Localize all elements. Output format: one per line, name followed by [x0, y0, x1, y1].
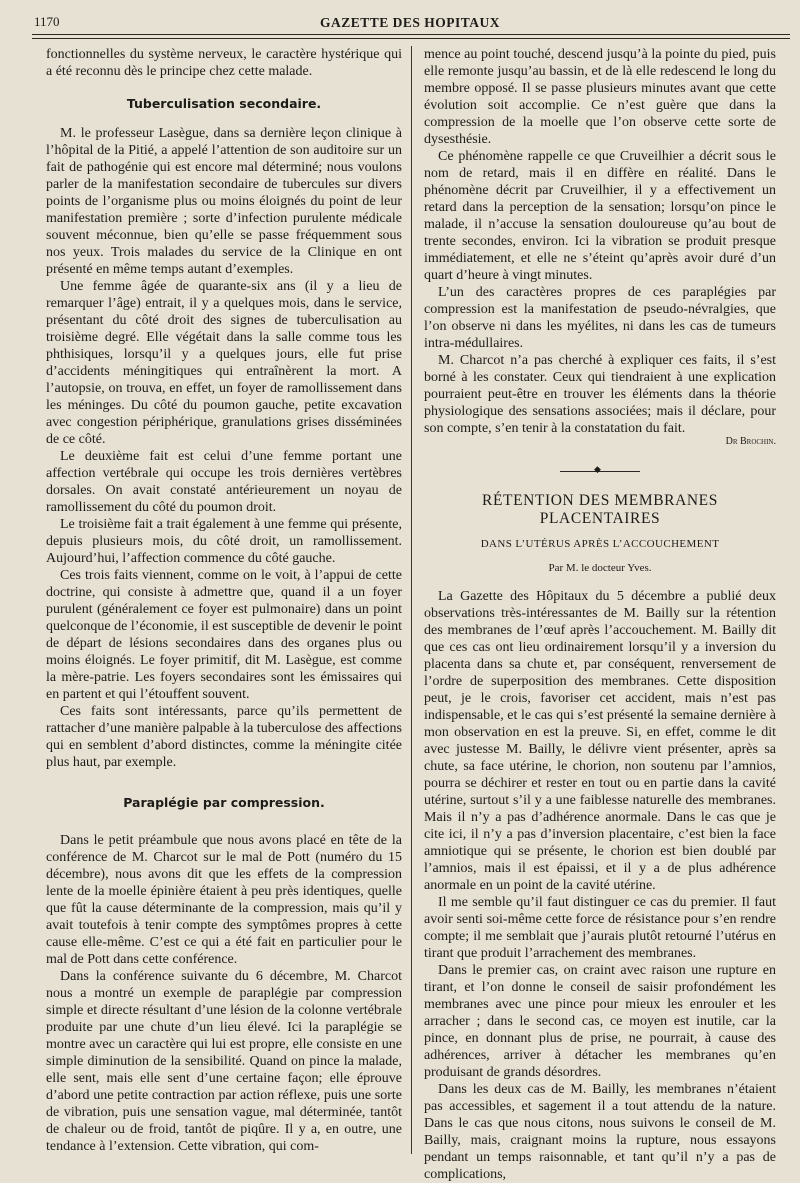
article-byline: Par M. le docteur Yves.	[548, 562, 652, 574]
article-subtitle: DANS L’UTÉRUS APRÈS L’ACCOUCHEMENT	[480, 538, 720, 550]
section-title-tuberculisation: Tuberculisation secondaire.	[126, 96, 322, 111]
paragraph: M. Charcot n’a pas cherché à expliquer ces faits, il s’est borné à les constater. Ceux qui tiendraient à une explication pourraient peut-être en trouver les éléments dans la théorie physiologique des sensations associées; mais il déclare, pour son compte, s’en tenir à la constatation du fait.	[424, 353, 776, 436]
column-divider	[411, 46, 412, 1154]
paragraph: fonctionnelles du système nerveux, le caractère hystérique qui a été reconnu dès le principe chez cette malade.	[46, 47, 402, 79]
paragraph: Ces faits sont intéressants, parce qu’ils permettent de rattacher d’une manière palpable à la tuberculose des affections qui en semblent d’abord distinctes, comme la méningite citée plus haut, par exemple.	[46, 704, 402, 770]
left-column	[46, 46, 402, 1155]
header-rule-top	[32, 34, 790, 35]
paragraph: Ce phénomène rappelle ce que Cruveilhier a décrit sous le nom de retard, mais il en diffère en réalité. Dans le phénomène décrit par Cruveilhier, il y a effectivement un retard dans la perception de la sensation; lorsqu’on pince le malade, il n’accuse la sensation douloureuse qu’au bout de trente secondes, environ. Ici la vibration se produit presque immédiatement, et elle ne s’éteint qu’après avoir duré d’un quart d’heure à vingt minutes.	[424, 149, 776, 283]
paragraph: Le troisième fait a trait également à une femme qui présente, depuis plusieurs mois, du côté droit, un ramollissement. Aujourd’hui, l’affection commence du côté gauche.	[46, 517, 402, 566]
page-header	[30, 8, 790, 32]
paragraph: Dans le petit préambule que nous avons placé en tête de la conférence de M. Charcot sur le mal de Pott (numéro du 15 décembre), nous avons dit que les effets de la compression lente de la moelle épinière étaient à peu près identiques, quelle que fût la cause déterminante de la compression, mais qu’il y avait toutefois à tenir compte des symptômes propres à cette cause elle-même. C’est ce qui a été fait en particulier pour le mal de Pott dans cette conférence.	[46, 833, 402, 967]
section-title-paraplegie: Paraplégie par compression.	[123, 795, 325, 810]
running-head: GAZETTE DES HOPITAUX	[319, 15, 501, 30]
paragraph: Dans le premier cas, on craint avec raison une rupture en tirant, et l’on donne le conseil de saisir profondément les membranes avec une pince pour mieux les enrouler et les arracher ; dans le second cas, ce moyen est inutile, car la pince, en donnant plus de prise, ne pourrait, à cause des adhérences, arriver à détacher les membranes qu’en produisant de grands désordres.	[424, 963, 776, 1080]
paragraph: mence au point touché, descend jusqu’à la pointe du pied, puis elle remonte jusqu’au bassin, et de là elle redescend le long du membre opposé. Il se passe plusieurs minutes avant que cette évolution soit accomplie. Ce n’est guère que dans la compression de la moelle que l’on observe cette sorte de dysesthésie.	[424, 47, 776, 147]
page-number: 1170	[34, 14, 60, 29]
paragraph: La Gazette des Hôpitaux du 5 décembre a publié deux observations très-intéressantes de M. Bailly sur la rétention des membranes de l’œuf après l’accouchement. M. Bailly dit que ces cas ont lieu ordinairement lorsqu’il y a inversion du placenta dans sa chute et, par conséquent, renversement de l’ordre de superposition des membranes. Cette disposition peut, je le crois, favoriser cet accident, mais n’est pas indispensable, et le cas qui s’est présenté la semaine dernière à mon observation en est la preuve. Si, en effet, comme le dit avec justesse M. Bailly, le délivre vient présenter, après sa chute, sa face utérine, le chorion, non soutenu par l’amnios, pourra se déchirer et rester en tout ou en partie dans la cavité utérine, surtout s’il y a une faiblesse naturelle des membranes. Mais il n’y a pas d’adhérence anormale. Dans le cas que je cite ici, il n’y a pas d’inversion placentaire, c’est bien la face amniotique qui se présente, le chorion est bien doublé par l’amnios, mais il est épaissi, et il y a de plus adhérence anormale en un point de la cavité utérine.	[424, 589, 776, 893]
paragraph: Dans les deux cas de M. Bailly, les membranes n’étaient pas accessibles, et sagement il a tout attendu de la nature. Dans le cas que nous citons, nous suivons le conseil de M. Bailly, mais, craignant moins la rupture, nous essayons pendant un temps raisonnable, et tant qu’il n’y a pas de complications,	[424, 1082, 776, 1182]
paragraph: Ces trois faits viennent, comme on le voit, à l’appui de cette doctrine, qui consiste à admettre que, quand il a un foyer purulent (généralement ce foyer est pulmonaire) dans un point quelconque de l’économie, il est susceptible de devenir le point de départ de lésions secondaires dans des organes plus ou moins éloignés. Le foyer primitif, dit M. Lasègue, est comme la mère-patrie. Les foyers secondaires sont les émissaires qui en partent et qui l’étouffent souvent.	[46, 568, 402, 702]
paragraph: Une femme âgée de quarante-six ans (il y a lieu de remarquer l’âge) entrait, il y a quelques mois, dans le service, présentant du côté droit des signes de tuberculisation au troisième degré. Elle végétait dans la salle comme tous les phthisiques, lorsqu’il y a quelques jours, elle fut prise d’accidents méningitiques qui entraînèrent la mort. A l’autopsie, on trouva, en effet, un foyer de ramollissement dans les méninges. Du côté du poumon gauche, petite excavation avec congestion périphérique, granulations grises disséminées de ce côté.	[46, 279, 402, 447]
section-separator	[560, 471, 640, 472]
right-column	[424, 46, 776, 1183]
paragraph: Il me semble qu’il faut distinguer ce cas du premier. Il faut avoir senti soi-même cette force de résistance pour s’en rendre compte; il me semblait que j’aurais plutôt retourné l’utérus en tirant que produit l’arrachement des membranes.	[424, 895, 776, 961]
author-signature: Dr Brochin.	[725, 436, 776, 447]
paragraph: Dans la conférence suivante du 6 décembre, M. Charcot nous a montré un exemple de paraplégie par compression simple et directe résultant d’une lésion de la colonne vertébrale produite par une chute d’un lieu élevé. Ici la paraplégie se montre avec un caractère qui lui est propre, elle consiste en une simple diminution de la sensibilité. Quand on pince la malade, elle sent, mais elle sent d’une certaine façon; elle éprouve d’abord une petite contraction par action réflexe, puis une sorte de vibration, puis une sensation vague, mal déterminée, tantôt de chaleur ou de froid, tantôt de piqûre. Il y a, en outre, une tendance à l’extension. Cette vibration, qui com-	[46, 969, 402, 1154]
paragraph: M. le professeur Lasègue, dans sa dernière leçon clinique à l’hôpital de la Pitié, a appelé l’attention de son auditoire sur un fait de pathogénie qui est encore mal déterminé; nous voulons parler de la manifestation secondaire de tubercules sur divers points de l’organisme plus ou moins éloignés du point de leur manifestation première ; sorte d’infection purulente médicale souvent méconnue, bien qu’elle se passe fréquemment sous nos yeux. Trois malades du service de la Clinique en ont présenté en même temps autant d’exemples.	[46, 126, 402, 277]
article-title: RÉTENTION DES MEMBRANES PLACENTAIRES	[482, 492, 718, 527]
paragraph: L’un des caractères propres de ces paraplégies par compression est la manifestation de pseudo-névralgies, que l’on observe ni dans les myélites, ni dans les cas de tumeurs intra-médullaires.	[424, 285, 776, 351]
header-rule-bottom	[32, 38, 790, 39]
paragraph: Le deuxième fait est celui d’une femme portant une affection vertébrale qui occupe les trois dernières vertèbres dorsales. On avait constaté antérieurement un noyau de ramollissement du côté du poumon droit.	[46, 449, 402, 515]
